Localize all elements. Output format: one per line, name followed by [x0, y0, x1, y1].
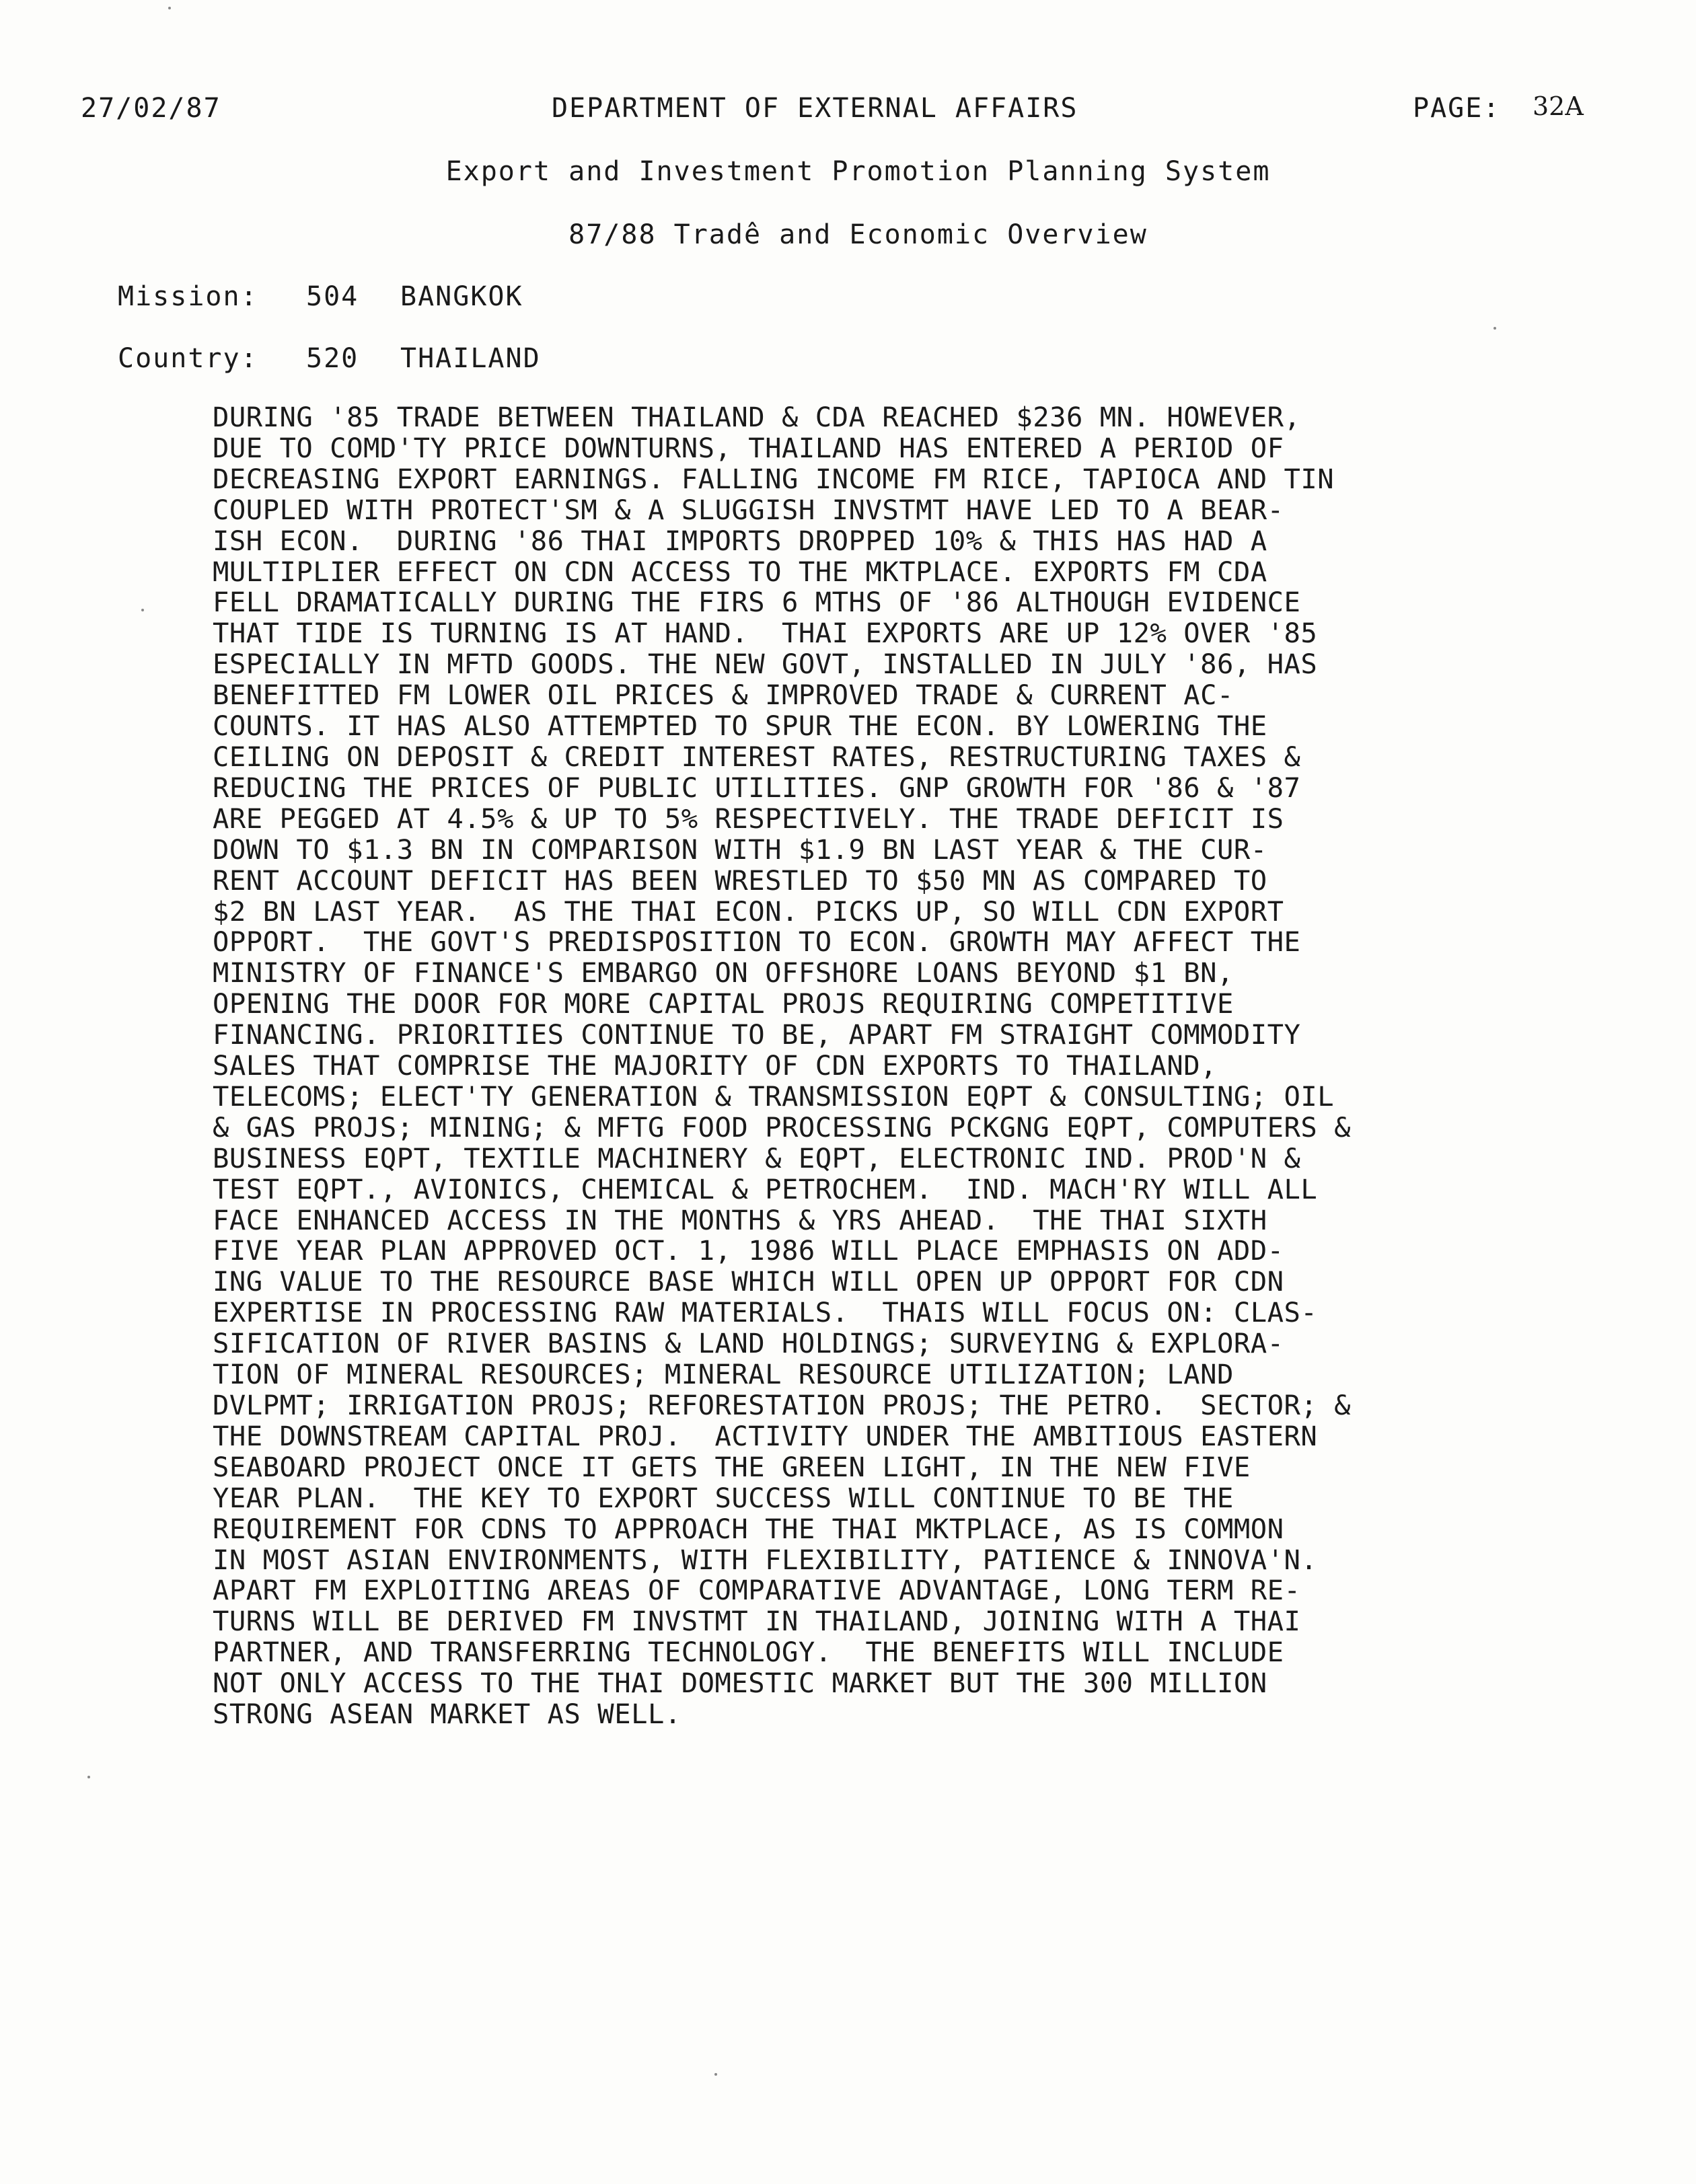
scan-speck — [714, 2073, 717, 2076]
body-line: DVLPMT; IRRIGATION PROJS; REFORESTATION PROJS; THE PETRO. SECTOR; & — [213, 1389, 1352, 1421]
body-line: BUSINESS EQPT, TEXTILE MACHINERY & EQPT, ELECTRONIC IND. PROD'N & — [213, 1141, 1301, 1174]
mission-name: BANGKOK — [400, 281, 523, 312]
overview-body-text — [213, 402, 1693, 1730]
body-line: SEABOARD PROJECT ONCE IT GETS THE GREEN LIGHT, IN THE NEW FIVE — [213, 1450, 1251, 1483]
body-line: TION OF MINERAL RESOURCES; MINERAL RESOURCE UTILIZATION; LAND — [213, 1358, 1234, 1391]
mission-code: 504 — [306, 281, 359, 312]
body-line: COUNTS. IT HAS ALSO ATTEMPTED TO SPUR THE ECON. BY LOWERING THE — [213, 710, 1267, 743]
department-name: DEPARTMENT OF EXTERNAL AFFAIRS — [552, 93, 1078, 124]
body-line: SALES THAT COMPRISE THE MAJORITY OF CDN EXPORTS TO THAILAND, — [213, 1049, 1217, 1082]
mission-row — [118, 281, 523, 312]
report-date: 27/02/87 — [81, 93, 221, 124]
body-line: RENT ACCOUNT DEFICIT HAS BEEN WRESTLED TO $50 MN AS COMPARED TO — [213, 864, 1267, 897]
body-line: BENEFITTED FM LOWER OIL PRICES & IMPROVED TRADE & CURRENT AC- — [213, 679, 1234, 712]
scan-speck — [168, 7, 171, 9]
country-name: THAILAND — [400, 343, 541, 374]
body-line: NOT ONLY ACCESS TO THE THAI DOMESTIC MARKET BUT THE 300 MILLION — [213, 1667, 1267, 1700]
body-line: $2 BN LAST YEAR. AS THE THAI ECON. PICKS UP, SO WILL CDN EXPORT — [213, 895, 1284, 928]
body-line: DUE TO COMD'TY PRICE DOWNTURNS, THAILAND HAS ENTERED A PERIOD OF — [213, 431, 1284, 464]
body-line: REQUIREMENT FOR CDNS TO APPROACH THE THAI MKTPLACE, AS IS COMMON — [213, 1512, 1284, 1545]
body-line: APART FM EXPLOITING AREAS OF COMPARATIVE ADVANTAGE, LONG TERM RE- — [213, 1574, 1301, 1607]
body-line: OPENING THE DOOR FOR MORE CAPITAL PROJS REQUIRING COMPETITIVE — [213, 987, 1234, 1020]
body-line: ARE PEGGED AT 4.5% & UP TO 5% RESPECTIVELY. THE TRADE DEFICIT IS — [213, 802, 1284, 835]
country-code: 520 — [306, 343, 359, 374]
body-line: OPPORT. THE GOVT'S PREDISPOSITION TO ECON. GROWTH MAY AFFECT THE — [213, 926, 1301, 958]
country-label: Country: — [118, 343, 258, 374]
body-line: ISH ECON. DURING '86 THAI IMPORTS DROPPED 10% & THIS HAS HAD A — [213, 524, 1267, 557]
scan-speck — [1494, 327, 1496, 330]
mission-label: Mission: — [118, 281, 258, 312]
system-title: Export and Investment Promotion Planning System — [445, 156, 1271, 187]
body-line: THAT TIDE IS TURNING IS AT HAND. THAI EXPORTS ARE UP 12% OVER '85 — [213, 617, 1318, 650]
body-line: TELECOMS; ELECT'TY GENERATION & TRANSMISSION EQPT & CONSULTING; OIL — [213, 1080, 1335, 1113]
body-line: MINISTRY OF FINANCE'S EMBARGO ON OFFSHORE LOANS BEYOND $1 BN, — [213, 956, 1234, 989]
page-label: PAGE: — [1413, 93, 1501, 124]
body-line: FINANCING. PRIORITIES CONTINUE TO BE, APART FM STRAIGHT COMMODITY — [213, 1018, 1301, 1051]
body-line: & GAS PROJS; MINING; & MFTG FOOD PROCESSING PCKGNG EQPT, COMPUTERS & — [213, 1110, 1352, 1143]
body-line: COUPLED WITH PROTECT'SM & A SLUGGISH INVSTMT HAVE LED TO A BEAR- — [213, 493, 1284, 526]
body-line: ING VALUE TO THE RESOURCE BASE WHICH WILL OPEN UP OPPORT FOR CDN — [213, 1265, 1284, 1298]
overview-title: 87/88 Tradê and Economic Overview — [568, 219, 1148, 250]
body-line: MULTIPLIER EFFECT ON CDN ACCESS TO THE MKTPLACE. EXPORTS FM CDA — [213, 555, 1267, 588]
body-line: STRONG ASEAN MARKET AS WELL. — [213, 1698, 681, 1731]
scan-speck — [87, 1776, 90, 1778]
body-line: CEILING ON DEPOSIT & CREDIT INTEREST RATES, RESTRUCTURING TAXES & — [213, 740, 1301, 773]
body-line: DECREASING EXPORT EARNINGS. FALLING INCOME FM RICE, TAPIOCA AND TIN — [213, 462, 1335, 495]
body-line: DURING '85 TRADE BETWEEN THAILAND & CDA REACHED $236 MN. HOWEVER, — [213, 401, 1301, 433]
body-line: THE DOWNSTREAM CAPITAL PROJ. ACTIVITY UNDER THE AMBITIOUS EASTERN — [213, 1419, 1318, 1452]
body-line: TEST EQPT., AVIONICS, CHEMICAL & PETROCHEM. IND. MACH'RY WILL ALL — [213, 1172, 1318, 1205]
body-line: FELL DRAMATICALLY DURING THE FIRS 6 MTHS OF '86 ALTHOUGH EVIDENCE — [213, 586, 1301, 619]
body-line: DOWN TO $1.3 BN IN COMPARISON WITH $1.9 BN LAST YEAR & THE CUR- — [213, 833, 1267, 866]
body-line: IN MOST ASIAN ENVIRONMENTS, WITH FLEXIBILITY, PATIENCE & INNOVA'N. — [213, 1543, 1318, 1576]
body-line: SIFICATION OF RIVER BASINS & LAND HOLDINGS; SURVEYING & EXPLORA- — [213, 1327, 1284, 1360]
body-line: TURNS WILL BE DERIVED FM INVSTMT IN THAILAND, JOINING WITH A THAI — [213, 1605, 1301, 1638]
body-line: FIVE YEAR PLAN APPROVED OCT. 1, 1986 WILL PLACE EMPHASIS ON ADD- — [213, 1234, 1284, 1267]
scan-speck — [141, 609, 144, 611]
country-row — [118, 343, 541, 374]
body-line: PARTNER, AND TRANSFERRING TECHNOLOGY. THE BENEFITS WILL INCLUDE — [213, 1636, 1284, 1669]
body-line: YEAR PLAN. THE KEY TO EXPORT SUCCESS WILL CONTINUE TO BE THE — [213, 1481, 1234, 1514]
body-line: FACE ENHANCED ACCESS IN THE MONTHS & YRS AHEAD. THE THAI SIXTH — [213, 1203, 1267, 1236]
page-number: 32A — [1533, 91, 1584, 121]
body-line: ESPECIALLY IN MFTD GOODS. THE NEW GOVT, INSTALLED IN JULY '86, HAS — [213, 648, 1318, 681]
body-line: EXPERTISE IN PROCESSING RAW MATERIALS. THAIS WILL FOCUS ON: CLAS- — [213, 1296, 1318, 1329]
body-line: REDUCING THE PRICES OF PUBLIC UTILITIES. GNP GROWTH FOR '86 & '87 — [213, 771, 1301, 804]
